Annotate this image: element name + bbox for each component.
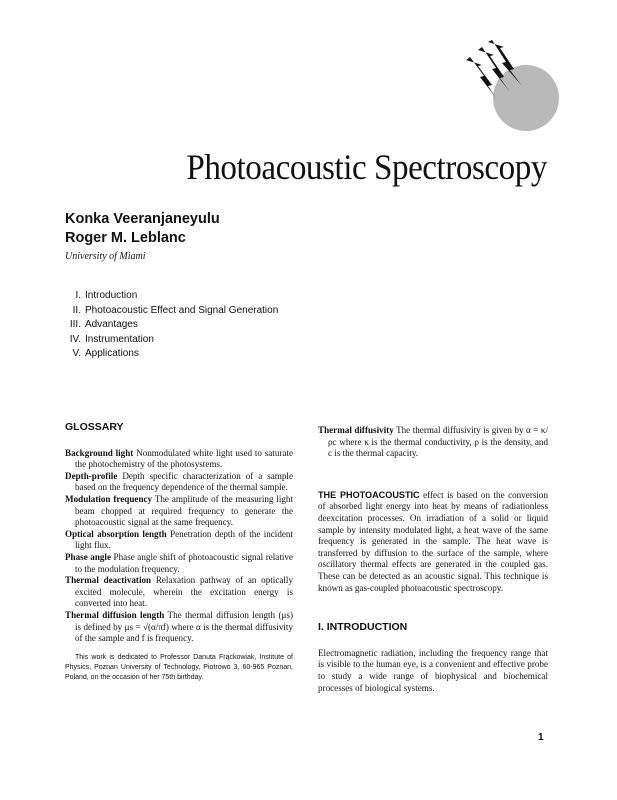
author-block [65,210,220,262]
author-name: Konka Veeranjaneyulu [65,211,220,227]
glossary-entry: Optical absorption length Penetration depth of the incident light flux. [65,528,293,551]
page-number: 1 [538,732,544,743]
glossary-entry: Thermal diffusivity The thermal diffusivity is given by α = κ/ρc where κ is the thermal conductivity, ρ is the density, and c is the thermal capacity. [318,425,548,459]
left-column [65,422,293,690]
section-heading: I. INTRODUCTION [318,621,408,634]
toc-item[interactable]: II. Photoacoustic Effect and Signal Generation [72,304,279,316]
lightning-logo-icon [458,40,560,132]
dedication-footnote: This work is dedicated to Professor Danuta Frąckowiak, Institute of Physics, Poznan University of Technology, Piotrowo 3, 60-965 Poznan, Poland, on the occasion of her 75th birthday. [65,653,293,681]
toc-item[interactable]: III. Advantages [69,319,138,330]
glossary-entry: Depth-profile Depth specific characterization of a sample based on the frequency dependence of the thermal sample. [65,470,293,493]
glossary-entry: Modulation frequency The amplitude of the measuring light beam chopped at required frequency to generate the photoacoustic signal at the same frequency. [65,493,293,528]
affiliation: University of Miami [65,251,146,262]
toc-item[interactable]: IV. Instrumentation [69,333,154,345]
glossary-heading: GLOSSARY [65,421,124,433]
glossary-entry: Phase angle Phase angle shift of photoacoustic signal relative to the modulation frequency. [65,551,293,574]
table-of-contents [65,289,278,362]
right-column [318,425,548,694]
glossary-entry: Thermal diffusion length The thermal diffusion length (μs) is defined by μs = √(α/πf) where α is the thermal diffusivity of the sample and f is frequency. [65,609,293,644]
toc-item[interactable]: V. Applications [72,348,139,359]
intro-paragraph: THE PHOTOACOUSTIC effect is based on the conversion of absorbed light energy into heat by means of radiationless deexcitation processes. On irradiation of a solid or liquid sample by intensity modulated light, a heat wave of the same frequency is generated in the sample. The heat wave is transferred by diffusion to the surface of the sample, where oscillatory thermal effects are generated in the coupled gas. These can be detected as an acoustic signal. This technique is known as gas-coupled photoacoustic spectroscopy. [318,489,549,593]
toc-item[interactable]: I. Introduction [75,290,138,301]
glossary-entry: Thermal deactivation Relaxation pathway of an optically excited molecule, wherein the excitation energy is converted into heat. [65,575,293,609]
section-paragraph: Electromagnetic radiation, including the frequency range that is visible to the human eye, is a convenient and effective probe to study a wide range of biophysical and biochemical processes of biological systems. [318,647,548,693]
glossary-entry: Background light Nonmodulated white light used to saturate the photochemistry of the photosystems. [65,447,294,470]
author-name: Roger M. Leblanc [65,230,186,246]
page-title: Photoacoustic Spectroscopy [186,147,547,187]
